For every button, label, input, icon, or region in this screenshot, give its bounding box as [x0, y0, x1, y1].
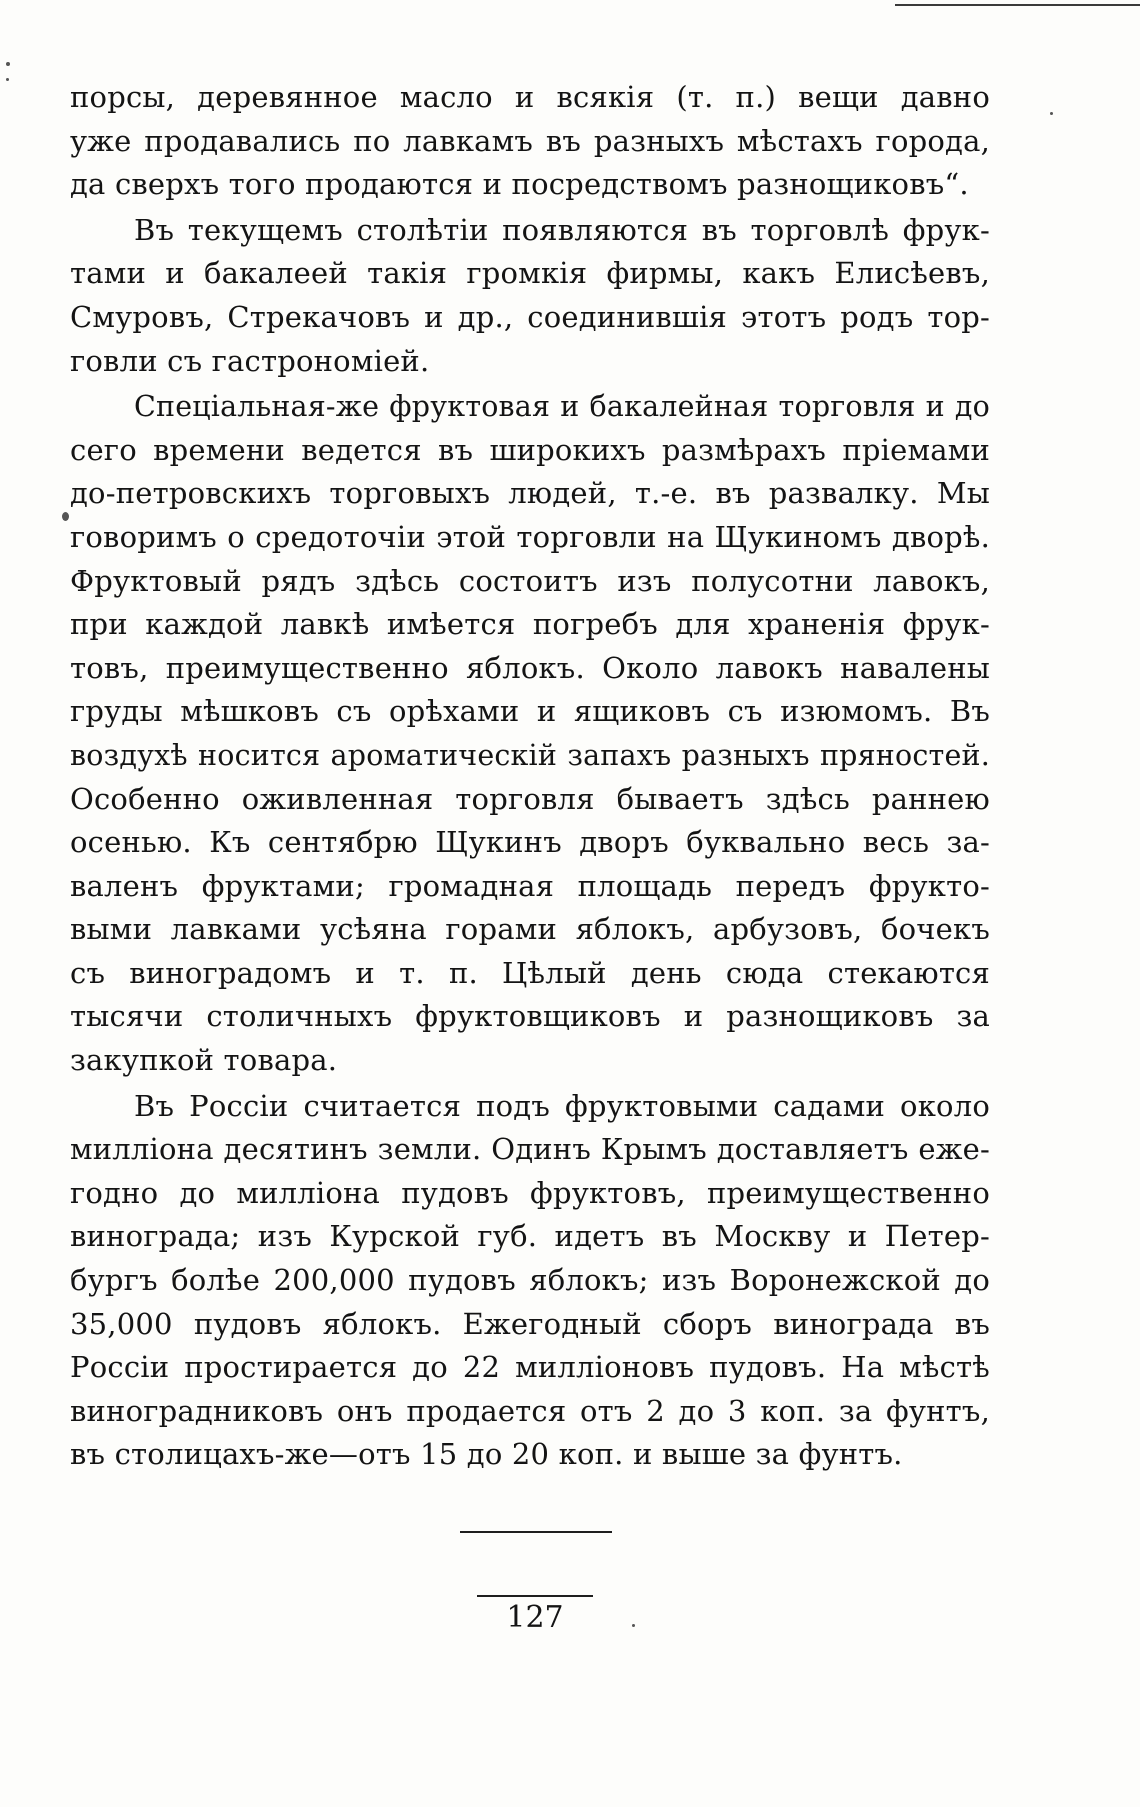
text-line: бургъ болѣе 200,000 пудовъ яблокъ; изъ Воронежской до [70, 1263, 990, 1298]
text-line: говоримъ о средоточіи этой торговли на Щукиномъ дворѣ. [70, 519, 990, 554]
paragraph [70, 209, 990, 383]
text-line: виноградниковъ онъ продается отъ 2 до 3 коп. за фунтъ, [70, 1393, 990, 1428]
text-line: тами и бакалеей такія громкія фирмы, какъ Елисѣевъ, [70, 256, 990, 291]
section-end-rule [460, 1531, 612, 1533]
paragraph [70, 76, 990, 207]
text-line: Въ текущемъ столѣтіи появляются въ торговлѣ фрук- [134, 212, 990, 247]
text-line: въ столицахъ-же—отъ 15 до 20 коп. и выше за фунтъ. [70, 1437, 903, 1472]
text-line: Въ Россіи считается подъ фруктовыми садами около [134, 1088, 990, 1123]
top-edge-rule [895, 4, 1140, 6]
text-line: милліона десятинъ земли. Одинъ Крымъ доставляетъ еже- [70, 1132, 990, 1167]
paragraph [70, 385, 990, 1083]
text-line: товъ, преимущественно яблокъ. Около лавокъ навалены [70, 650, 990, 685]
text-line: сего времени ведется въ широкихъ размѣрахъ пріемами [70, 432, 990, 467]
margin-speck [6, 62, 10, 66]
margin-speck [6, 78, 9, 81]
margin-speck [632, 1624, 635, 1627]
text-line: 35,000 пудовъ яблокъ. Ежегодный сборъ винограда въ [70, 1306, 990, 1341]
text-line: закупкой товара. [70, 1043, 338, 1078]
text-line: осенью. Къ сентябрю Щукинъ дворъ буквально весь за- [70, 825, 990, 860]
text-line: винограда; изъ Курской губ. идетъ въ Москву и Петер- [70, 1219, 990, 1254]
text-line: Спеціальная-же фруктовая и бакалейная торговля и до [134, 390, 990, 424]
text-line: груды мѣшковъ съ орѣхами и ящиковъ съ изюмомъ. Въ [70, 694, 990, 729]
text-line: уже продавались по лавкамъ въ разныхъ мѣстахъ города, [70, 123, 990, 158]
margin-speck [1050, 112, 1053, 115]
text-line: Фруктовый рядъ здѣсь состоитъ изъ полусотни лавокъ, [70, 563, 990, 598]
text-line: да сверхъ того продаются и посредствомъ разнощиковъ“. [70, 167, 969, 202]
text-line: при каждой лавкѣ имѣется погребъ для храненія фрук- [70, 607, 990, 642]
body-text [70, 76, 990, 1477]
paragraph [70, 1085, 990, 1477]
text-line: порсы, деревянное масло и всякія (т. п.) вещи давно [70, 80, 990, 114]
margin-speck [62, 512, 69, 521]
text-line: тысячи столичныхъ фруктовщиковъ и разнощиковъ за [70, 999, 990, 1034]
folio-rule [477, 1595, 593, 1597]
page-number: 127 [506, 1600, 564, 1635]
text-line: Особенно оживленная торговля бываетъ здѣсь раннею [70, 781, 990, 816]
text-line: Россіи простирается до 22 милліоновъ пудовъ. На мѣстѣ [70, 1350, 990, 1385]
text-line: до-петровскихъ торговыхъ людей, т.-е. въ развалку. Мы [70, 476, 990, 511]
text-line: годно до милліона пудовъ фруктовъ, преимущественно [70, 1175, 990, 1210]
text-line: воздухѣ носится ароматическій запахъ разныхъ пряностей. [70, 738, 990, 772]
text-line: Смуровъ, Стрекачовъ и др., соединившія этотъ родъ тор- [70, 299, 990, 334]
text-line: говли съ гастрономіей. [70, 343, 430, 378]
text-line: валенъ фруктами; громадная площадь передъ фрукто- [70, 868, 990, 903]
text-line: выми лавками усѣяна горами яблокъ, арбузовъ, бочекъ [70, 912, 990, 947]
text-line: съ виноградомъ и т. п. Цѣлый день сюда стекаются [70, 955, 990, 990]
